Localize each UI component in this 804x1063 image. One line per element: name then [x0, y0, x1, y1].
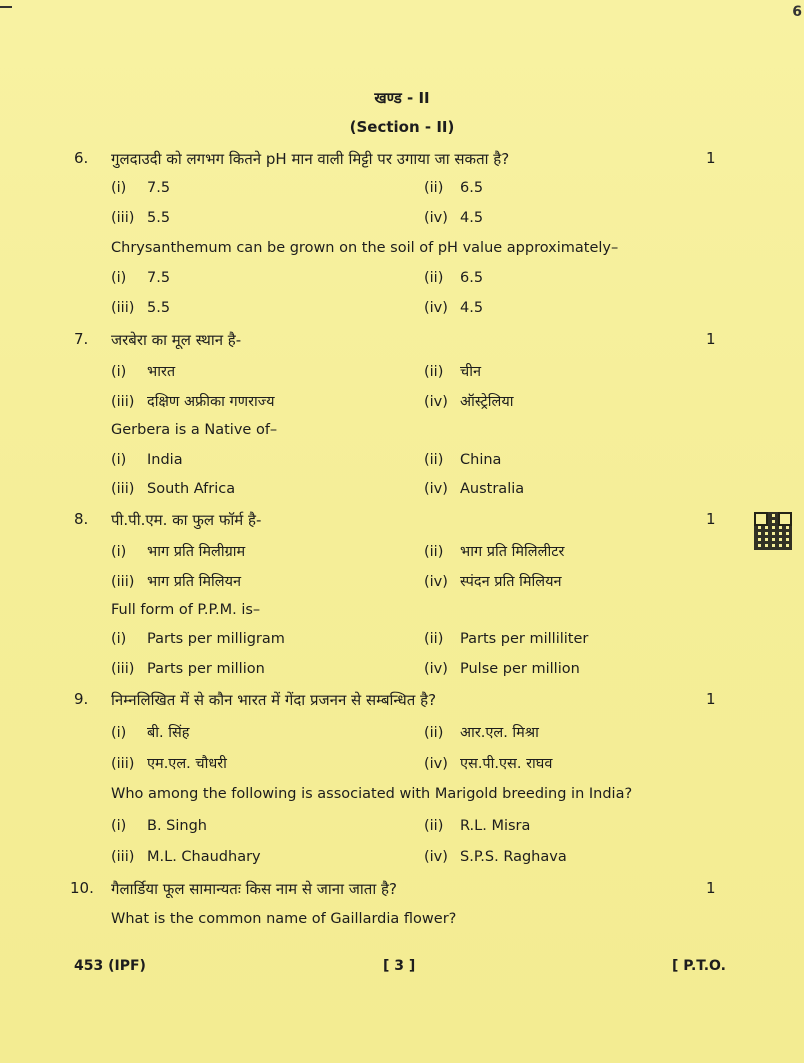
paper-code: 453 (IPF)	[74, 958, 146, 974]
option-item	[424, 270, 483, 286]
option-label: (iv)	[424, 210, 448, 226]
option-item	[424, 180, 483, 196]
option-text: दक्षिण अफ्रीका गणराज्य	[147, 394, 275, 410]
option-item	[424, 361, 481, 381]
option-label: (i)	[111, 631, 127, 647]
option-item	[111, 270, 170, 286]
option-label: (iv)	[424, 574, 448, 590]
option-text: भाग प्रति मिलीग्राम	[147, 544, 246, 560]
question-marks: 1	[706, 510, 716, 528]
option-item	[111, 571, 241, 591]
option-text: ऑस्ट्रेलिया	[460, 394, 514, 410]
option-text: 5.5	[147, 300, 171, 316]
option-item	[111, 661, 265, 677]
question-number: 9.	[74, 690, 89, 708]
option-label: (iv)	[424, 481, 448, 497]
option-item	[111, 481, 235, 497]
option-text: आर.एल. मिश्रा	[460, 725, 539, 741]
option-item	[424, 452, 501, 468]
option-text: 6.5	[460, 270, 484, 286]
qr-code-icon	[754, 512, 792, 550]
option-label: (ii)	[424, 818, 444, 834]
option-text: 7.5	[147, 270, 171, 286]
question-number: 8.	[74, 510, 89, 528]
option-text: South Africa	[147, 481, 236, 497]
option-text: Pulse per million	[460, 661, 580, 677]
option-text: 7.5	[147, 180, 171, 196]
option-item	[111, 849, 261, 865]
option-item	[424, 631, 588, 647]
question-text-hindi: गैलार्डिया फूल सामान्यतः किस नाम से जाना जाता है?	[111, 880, 397, 898]
option-label: (iii)	[111, 661, 135, 677]
page-edge-mark	[0, 6, 12, 8]
option-label: (iii)	[111, 210, 135, 226]
option-text: 6.5	[460, 180, 484, 196]
option-text: भाग प्रति मिलिलीटर	[460, 544, 565, 560]
option-label: (iii)	[111, 300, 135, 316]
question-text-english: What is the common name of Gaillardia flower?	[111, 911, 457, 927]
option-text: बी. सिंह	[147, 725, 190, 741]
option-label: (iii)	[111, 756, 135, 772]
option-text: 4.5	[460, 300, 484, 316]
option-text: चीन	[460, 364, 482, 380]
option-text: India	[147, 452, 183, 468]
option-label: (iii)	[111, 849, 135, 865]
option-item	[111, 753, 227, 773]
question-marks: 1	[706, 149, 716, 167]
question-number: 10.	[70, 879, 94, 897]
option-item	[111, 210, 170, 226]
option-item	[424, 722, 539, 742]
option-label: (iii)	[111, 481, 135, 497]
option-label: (i)	[111, 725, 127, 741]
option-text: भाग प्रति मिलियन	[147, 574, 242, 590]
question-marks: 1	[706, 330, 716, 348]
option-text: स्पंदन प्रति मिलियन	[460, 574, 562, 590]
option-label: (i)	[111, 180, 127, 196]
option-text: China	[460, 452, 502, 468]
option-item	[424, 210, 483, 226]
question-text-hindi: पी.पी.एम. का फुल फॉर्म है-	[111, 511, 262, 529]
option-item	[111, 541, 245, 561]
option-item	[111, 361, 175, 381]
question-text-hindi: जरबेरा का मूल स्थान है-	[111, 331, 242, 349]
option-item	[424, 849, 567, 865]
option-label: (i)	[111, 270, 127, 286]
option-item	[424, 541, 564, 561]
option-label: (iii)	[111, 394, 135, 410]
question-text-english: Full form of P.P.M. is–	[111, 602, 261, 618]
option-text: एस.पी.एस. राघव	[460, 756, 553, 772]
option-label: (ii)	[424, 270, 444, 286]
question-marks: 1	[706, 690, 716, 708]
option-label: (i)	[111, 818, 127, 834]
question-marks: 1	[706, 879, 716, 897]
option-text: B. Singh	[147, 818, 207, 834]
question-text-hindi: निम्नलिखित में से कौन भारत में गेंदा प्रजनन से सम्बन्धित है?	[111, 691, 437, 709]
option-item	[111, 391, 275, 411]
option-label: (iv)	[424, 661, 448, 677]
option-text: 4.5	[460, 210, 484, 226]
pto-label: [ P.T.O.	[672, 958, 726, 974]
option-text: R.L. Misra	[460, 818, 531, 834]
option-label: (iii)	[111, 574, 135, 590]
option-label: (ii)	[424, 452, 444, 468]
option-text: भारत	[147, 364, 176, 380]
section-title-english: (Section - II)	[349, 118, 455, 136]
option-text: Parts per milligram	[147, 631, 285, 647]
option-item	[424, 481, 524, 497]
option-item	[111, 452, 183, 468]
question-text-hindi: गुलदाउदी को लगभग कितने pH मान वाली मिट्टी पर उगाया जा सकता है?	[111, 150, 510, 168]
option-item	[424, 661, 580, 677]
page-number: [ 3 ]	[383, 958, 416, 974]
option-item	[111, 180, 170, 196]
option-text: एम.एल. चौधरी	[147, 756, 227, 772]
option-item	[424, 753, 552, 773]
option-label: (i)	[111, 544, 127, 560]
option-item	[111, 722, 190, 742]
option-label: (iv)	[424, 394, 448, 410]
option-item	[424, 818, 530, 834]
option-label: (ii)	[424, 725, 444, 741]
option-item	[424, 571, 562, 591]
option-label: (ii)	[424, 631, 444, 647]
option-text: Australia	[460, 481, 525, 497]
option-label: (iv)	[424, 849, 448, 865]
option-label: (ii)	[424, 364, 444, 380]
option-label: (ii)	[424, 544, 444, 560]
option-item	[111, 631, 285, 647]
option-text: M.L. Chaudhary	[147, 849, 261, 865]
option-label: (i)	[111, 452, 127, 468]
option-label: (iv)	[424, 756, 448, 772]
option-item	[111, 818, 207, 834]
option-text: Parts per million	[147, 661, 265, 677]
section-title-hindi: खण्ड - II	[374, 89, 430, 107]
option-item	[424, 391, 514, 411]
question-text-english: Chrysanthemum can be grown on the soil of pH value approximately–	[111, 240, 619, 256]
question-number: 6.	[74, 149, 89, 167]
question-text-english: Who among the following is associated with Marigold breeding in India?	[111, 786, 633, 802]
option-item	[111, 300, 170, 316]
question-number: 7.	[74, 330, 89, 348]
option-text: S.P.S. Raghava	[460, 849, 567, 865]
option-text: Parts per milliliter	[460, 631, 589, 647]
option-text: 5.5	[147, 210, 171, 226]
option-label: (iv)	[424, 300, 448, 316]
option-label: (ii)	[424, 180, 444, 196]
option-item	[424, 300, 483, 316]
corner-mark: 6	[792, 4, 802, 20]
option-label: (i)	[111, 364, 127, 380]
question-text-english: Gerbera is a Native of–	[111, 422, 278, 438]
